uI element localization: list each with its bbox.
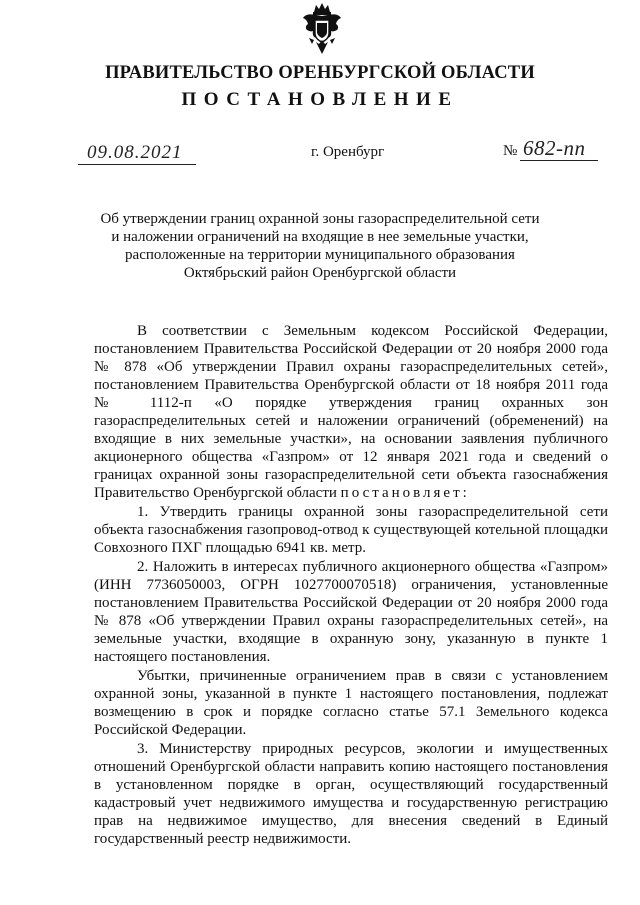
subject-line: Октябрьский район Оренбургской области (183, 265, 457, 281)
coat-of-arms-icon (301, 2, 343, 56)
organization-title: ПРАВИТЕЛЬСТВО ОРЕНБУРГСКОЙ ОБЛАСТИ (105, 63, 535, 83)
date-underline (78, 164, 196, 165)
losses-paragraph: Убытки, причиненные ограничением прав в связи с установлением охранной зоны, указанной в пункте 1 настоящего постановления, подлежат возмещению в срок и порядке согласно статье 57.1 Земельного кодекса Российской Федерации. (94, 668, 608, 738)
preamble-text: В соответствии с Земельным кодексом Российской Федерации, постановлением Правительства Российской Федерации от 20 ноября 2000 года № 878 «Об утверждении Правил охраны газораспределительных сетей», постановлением Правительства Оренбургской области от 18 ноября 2011 года № 1112-п «О порядке утверждения границ охранных зон газораспределительных сетей и наложении ограничений (обременений) на входящие в них земельные участки», на основании заявления публичного акционерного общества «Газпром» от 12 января 2021 года и сведений о границах охранной зоны газораспределительной сети объекта газоснабжения Правительство Оренбургской области (94, 323, 608, 501)
document-number: 682-пп (523, 136, 586, 160)
document-city: г. Оренбург (311, 144, 385, 160)
resolves-word: постановляет: (340, 485, 470, 501)
document-type: ПОСТАНОВЛЕНИЕ (181, 89, 459, 110)
number-underline (520, 160, 598, 161)
subject-line: Об утверждении границ охранной зоны газораспределительной сети (100, 211, 540, 227)
item-1-paragraph: 1. Утвердить границы охранной зоны газораспределительной сети объекта газоснабжения газопровод-отвод к существующей котельной площадки Совхозного ПХГ площадью 6941 кв. метр. (94, 504, 608, 556)
item-3-paragraph: 3. Министерству природных ресурсов, экологии и имущественных отношений Оренбургской области направить копию настоящего постановления в установленном порядке в орган, осуществляющий государственный кадастровый учет недвижимого имущества и государственную регистрацию прав на недвижимое имущество, для внесения сведений в Единый государственный реестр недвижимости. (94, 741, 608, 847)
document-subject (90, 210, 550, 282)
item-2-paragraph: 2. Наложить в интересах публичного акционерного общества «Газпром» (ИНН 7736050003, ОГРН 1027700070518) ограничения, установленные постановлением Правительства Российской Федерации от 20 ноября 2000 года № 878 «Об утверждении Правил охраны газораспределительных сетей», на земельные участки, входящие в охранную зону, указанную в пункте 1 настоящего постановления. (94, 559, 608, 665)
subject-line: и наложении ограничений на входящие в нее земельные участки, (111, 229, 529, 245)
document-body (94, 322, 608, 848)
number-label: № (503, 143, 518, 159)
subject-line: расположенные на территории муниципального образования (125, 247, 515, 263)
preamble-paragraph (94, 322, 608, 502)
document-date: 09.08.2021 (87, 142, 183, 163)
